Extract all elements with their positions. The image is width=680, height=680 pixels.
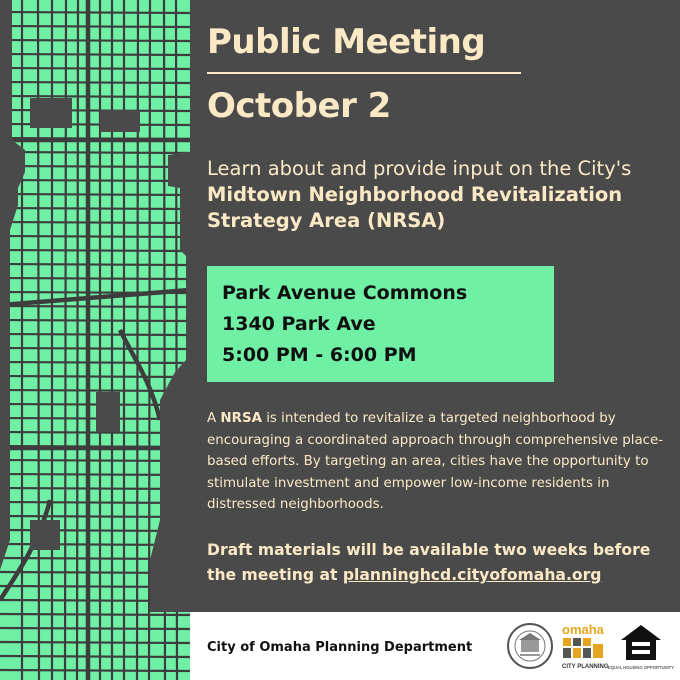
- draft-notice: [207, 538, 677, 588]
- venue-name: Park Avenue Commons: [222, 282, 468, 304]
- omaha-logo-word: omaha: [562, 622, 604, 637]
- desc-term: NRSA: [220, 411, 262, 426]
- intro-highlight: Midtown Neighborhood Revitalization Strategy Area (NRSA): [207, 183, 623, 232]
- venue-address: 1340 Park Ave: [222, 313, 376, 335]
- neighborhood-map: [0, 0, 190, 680]
- intro-text: [207, 156, 667, 234]
- nrsa-description: [207, 408, 667, 516]
- planning-link[interactable]: planninghcd.cityofomaha.org: [342, 566, 602, 584]
- meeting-date: October 2: [207, 86, 391, 126]
- intro-lead: Learn about and provide input on the City's: [207, 157, 632, 180]
- omaha-city-planning-logo: [560, 622, 610, 674]
- equal-housing-opportunity-icon: [607, 622, 675, 674]
- omaha-logo-sub: CITY PLANNING: [562, 664, 609, 670]
- city-seal-icon: [506, 622, 554, 670]
- venue-time: 5:00 PM - 6:00 PM: [222, 344, 417, 366]
- desc-prefix: A: [207, 411, 221, 426]
- department-name: City of Omaha Planning Department: [207, 640, 473, 655]
- eho-text: EQUAL HOUSING OPPORTUNITY: [607, 665, 675, 670]
- page-title: Public Meeting: [207, 22, 486, 62]
- desc-body: is intended to revitalize a targeted neighborhood by encouraging a coordinated approach through comprehensive place-based efforts. By targeting an area, cities have the opportunity to stimulate investment and empower low-income residents in distressed neighborhoods.: [207, 411, 664, 512]
- venue-box: [207, 266, 554, 382]
- title-divider: [207, 72, 521, 74]
- draft-text: Draft materials will be available two weeks before the meeting at: [207, 541, 651, 584]
- footer: [190, 612, 680, 680]
